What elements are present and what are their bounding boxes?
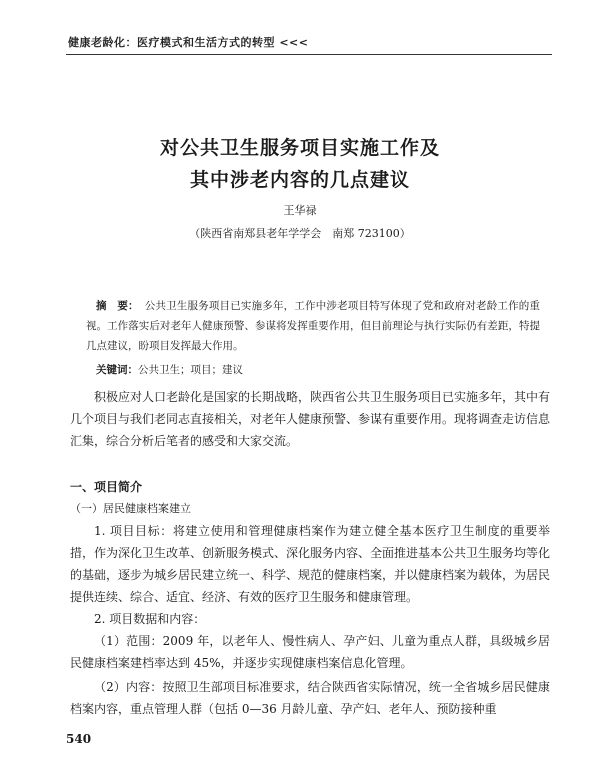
affiliation: （陕西省南郑县老年学学会 南郑 723100） — [189, 227, 411, 240]
keywords-text: 公共卫生；项目；建议 — [138, 364, 243, 376]
author: 王华禄 — [283, 204, 317, 217]
article-title — [0, 132, 600, 196]
paragraph-project-data — [70, 608, 550, 630]
subsection-heading: （一）居民健康档案建立 — [70, 502, 191, 515]
keywords — [96, 362, 243, 377]
title-line-1: 对公共卫生服务项目实施工作及 — [159, 137, 440, 159]
paragraph-content — [70, 676, 550, 720]
paragraph-text: 2. 项目数据和内容： — [94, 612, 206, 626]
abstract — [86, 296, 540, 356]
paragraph-text: 1. 项目目标：将建立使用和管理健康档案作为建立健全基本医疗卫生制度的重要举措，作为深化卫生改革、创新服务模式、深化服务内容、全面推进基本公共卫生服务均等化的基础，逐步为城乡居民建立统一、科学、规范的健康档案，并以健康档案为载体，为居民提供连续、综合、适宜、经济、有效的医疗卫生服务和健康管理。 — [70, 524, 551, 604]
page-number: 540 — [66, 732, 92, 746]
intro-paragraph: 积极应对人口老龄化是国家的长期战略，陕西省公共卫生服务项目已实施多年，其中有几个项目与我们老同志直接相关，对老年人健康预警、参谋有重要作用。现将调查走访信息汇集，综合分析后笔者的感受和大家交流。 — [70, 390, 551, 448]
running-head: 健康老龄化：医疗模式和生活方式的转型 <<< — [68, 36, 309, 49]
paragraph-scope — [70, 630, 550, 674]
keywords-label: 关键词： — [96, 364, 138, 376]
title-line-2: 其中涉老内容的几点建议 — [189, 169, 410, 191]
paragraph-text: （1）范围：2009 年，以老年人、慢性病人、孕产妇、儿童为重点人群，具级城乡居民健康档案建档率达到 45%，并逐步实现健康档案信息化管理。 — [70, 634, 550, 670]
paragraph-text: （2）内容：按照卫生部项目标准要求，结合陕西省实际情况，统一全省城乡居民健康档案内容，重点管理人群（包括 0—36 月龄儿童、孕产妇、老年人、预防接种重 — [70, 680, 550, 716]
paragraph-project-goal — [70, 520, 550, 608]
header-rule — [66, 54, 552, 55]
abstract-label: 摘 要： — [96, 300, 139, 312]
abstract-text: 公共卫生服务项目已实施多年，工作中涉老项目特写体现了党和政府对老龄工作的重视。工作落实后对老年人健康预警、参谋将发挥重要作用，但目前理论与执行实际仍有差距，特提几点建议，盼项目发挥最大作用。 — [86, 300, 540, 352]
section-heading: 一、项目简介 — [70, 480, 143, 494]
